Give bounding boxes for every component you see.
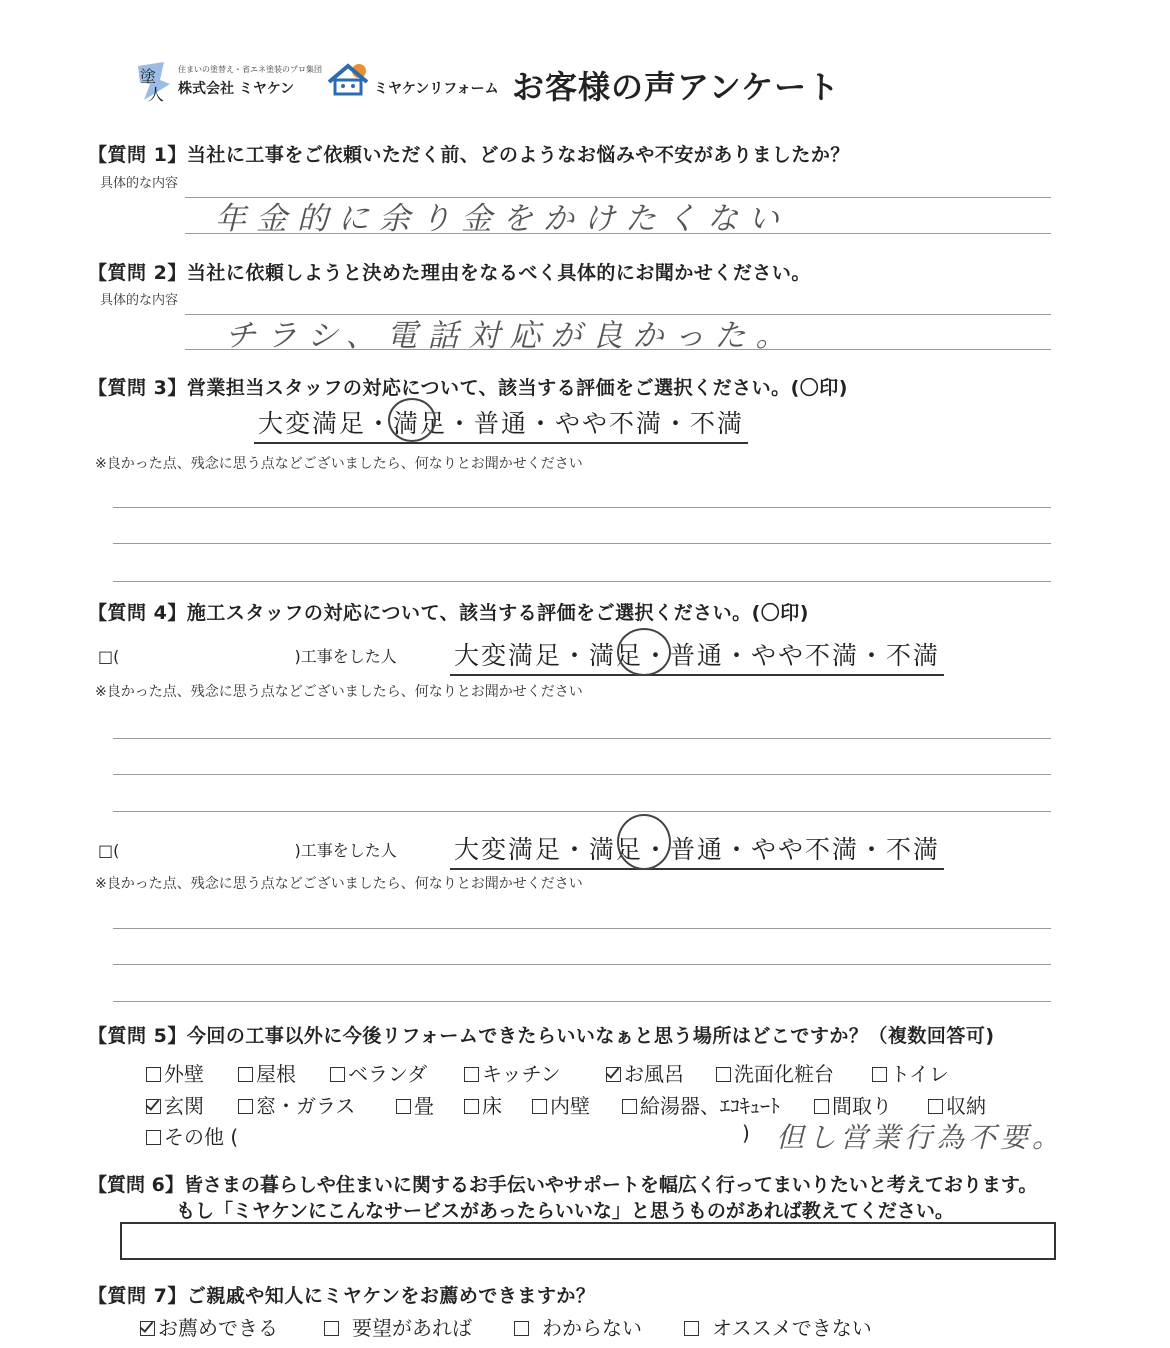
brand-name: ミヤケンリフォーム bbox=[374, 81, 499, 97]
q5-opt-vanity[interactable]: 洗面化粧台 bbox=[716, 1058, 834, 1087]
q5-opt-tatami[interactable]: 畳 bbox=[396, 1090, 434, 1119]
q7-options bbox=[140, 1312, 920, 1342]
q4-rule-1b bbox=[113, 774, 1051, 775]
company-name: 株式会社 ミヤケン bbox=[178, 81, 295, 97]
q1-rule-2 bbox=[185, 233, 1051, 234]
q4-rule-2c bbox=[113, 1001, 1051, 1002]
q1-answer[interactable]: 年金的に余り金をかけたくない bbox=[215, 201, 789, 237]
q4-rating-scale-1[interactable]: 大変満足・満足・普通・やや不満・不満 bbox=[450, 636, 944, 676]
q5-checkbox-other[interactable] bbox=[146, 1130, 161, 1145]
q4-selected-circle-2 bbox=[617, 814, 671, 870]
q3-rule-3 bbox=[113, 581, 1051, 582]
q5-row2 bbox=[146, 1090, 1026, 1118]
q6-label-line2: もし「ミヤケンにこんなサービスがあったらいいな」と思うものがあれば教えてください。 bbox=[176, 1200, 954, 1222]
logo1-text-a: 塗 bbox=[140, 67, 157, 86]
q4-rule-1a bbox=[113, 738, 1051, 739]
q5-opt-storage[interactable]: 収納 bbox=[928, 1090, 986, 1119]
q5-opt-entrance[interactable]: 玄関 bbox=[146, 1090, 204, 1119]
q5-checkbox-14[interactable] bbox=[928, 1099, 943, 1114]
tagline: 住まいの塗替え・省エネ塗装のプロ集団 bbox=[178, 65, 322, 74]
q7-checkbox-3[interactable] bbox=[684, 1321, 699, 1336]
q5-other-close: ) bbox=[742, 1121, 750, 1145]
q2-label: 【質問 2】当社に依頼しようと決めた理由をなるべく具体的にお聞かせください。 bbox=[88, 262, 811, 284]
q4-worker-2-suffix: )工事をした人 bbox=[294, 841, 397, 860]
q6-answer-box[interactable] bbox=[120, 1222, 1056, 1260]
q4-selected-circle-1 bbox=[617, 628, 671, 676]
q4-worker-2[interactable] bbox=[98, 838, 397, 861]
q3-rule-1 bbox=[113, 507, 1051, 508]
q4-rating-scale-2[interactable]: 大変満足・満足・普通・やや不満・不満 bbox=[450, 830, 944, 870]
q5-opt-exterior-wall[interactable]: 外壁 bbox=[146, 1058, 204, 1087]
q5-opt-roof[interactable]: 屋根 bbox=[238, 1058, 296, 1087]
q1-label: 【質問 1】当社に工事をご依頼いただく前、どのようなお悩みや不安がありましたか？ bbox=[88, 144, 850, 166]
q5-checkbox-0[interactable] bbox=[146, 1067, 161, 1082]
q5-checkbox-3[interactable] bbox=[464, 1067, 479, 1082]
q3-selected-circle bbox=[388, 398, 436, 442]
q4-note-2: ※良かった点、残念に思う点などございましたら、何なりとお聞かせください bbox=[95, 876, 583, 892]
q5-other-answer[interactable]: 但し営業行為不要。 bbox=[776, 1121, 1065, 1154]
q5-checkbox-8[interactable] bbox=[238, 1099, 253, 1114]
q5-row1 bbox=[146, 1058, 1026, 1086]
q4-worker-2-prefix: □( bbox=[98, 841, 120, 860]
q5-checkbox-2[interactable] bbox=[330, 1067, 345, 1082]
q2-rule-2 bbox=[185, 349, 1051, 350]
q5-other-label: その他 ( bbox=[164, 1125, 239, 1149]
q5-checkbox-6[interactable] bbox=[872, 1067, 887, 1082]
q1-detail-label: 具体的な内容 bbox=[100, 176, 179, 191]
q5-checkbox-9[interactable] bbox=[396, 1099, 411, 1114]
q5-opt-window-glass[interactable]: 窓・ガラス bbox=[238, 1090, 355, 1119]
q3-label: 【質問 3】営業担当スタッフの対応について、該当する評価をご選択ください。(〇印) bbox=[88, 377, 848, 399]
q5-opt-floor-plan[interactable]: 間取り bbox=[814, 1090, 892, 1119]
q5-other[interactable] bbox=[146, 1121, 238, 1150]
q7-checkbox-1[interactable] bbox=[324, 1321, 339, 1336]
q5-opt-kitchen[interactable]: キッチン bbox=[464, 1058, 561, 1087]
q3-note: ※良かった点、残念に思う点などございましたら、何なりとお聞かせください bbox=[95, 456, 583, 472]
q4-note-1: ※良かった点、残念に思う点などございましたら、何なりとお聞かせください bbox=[95, 684, 583, 700]
q4-worker-1-suffix: )工事をした人 bbox=[294, 647, 397, 666]
q1-rule-1 bbox=[185, 197, 1051, 198]
q5-checkbox-11[interactable] bbox=[532, 1099, 547, 1114]
q4-worker-1-prefix: □( bbox=[98, 647, 120, 666]
house-logo-icon bbox=[326, 62, 370, 96]
q7-checkbox-0[interactable] bbox=[140, 1321, 155, 1336]
q3-rating-scale[interactable]: 大変満足・満足・普通・やや不満・不満 bbox=[254, 404, 748, 444]
q5-opt-interior-wall[interactable]: 内壁 bbox=[532, 1090, 590, 1119]
q5-checkbox-10[interactable] bbox=[464, 1099, 479, 1114]
q2-rule-1 bbox=[185, 314, 1051, 315]
q5-label: 【質問 5】今回の工事以外に今後リフォームできたらいいなぁと思う場所はどこですか？（複数回答可) bbox=[88, 1025, 995, 1047]
q4-rule-1c bbox=[113, 811, 1051, 812]
q4-rule-2a bbox=[113, 928, 1051, 929]
q5-checkbox-4[interactable] bbox=[606, 1067, 621, 1082]
q4-worker-1[interactable] bbox=[98, 644, 397, 667]
q6-label-line1: 【質問 6】皆さまの暮らしや住まいに関するお手伝いやサポートを幅広く行ってまいりたいと考えております。 bbox=[88, 1174, 1038, 1196]
q5-checkbox-13[interactable] bbox=[814, 1099, 829, 1114]
q3-rule-2 bbox=[113, 543, 1051, 544]
q5-opt-water-heater[interactable]: 給湯器、ｴｺｷｭｰﾄ bbox=[622, 1090, 780, 1119]
q7-opt-if-requested[interactable]: 要望があれば bbox=[324, 1312, 472, 1341]
q2-detail-label: 具体的な内容 bbox=[100, 293, 179, 308]
q7-label: 【質問 7】ご親戚や知人にミヤケンをお薦めできますか？ bbox=[88, 1285, 596, 1307]
q5-opt-floor[interactable]: 床 bbox=[464, 1090, 502, 1119]
q7-opt-recommend[interactable]: お薦めできる bbox=[140, 1312, 278, 1341]
q7-opt-dont-know[interactable]: わからない bbox=[514, 1312, 642, 1341]
q5-checkbox-7[interactable] bbox=[146, 1099, 161, 1114]
page-title: お客様の声アンケート bbox=[512, 68, 841, 106]
q5-checkbox-12[interactable] bbox=[622, 1099, 637, 1114]
q7-checkbox-2[interactable] bbox=[514, 1321, 529, 1336]
q5-opt-bath[interactable]: お風呂 bbox=[606, 1058, 684, 1087]
q4-rule-2b bbox=[113, 964, 1051, 965]
q4-label: 【質問 4】施工スタッフの対応について、該当する評価をご選択ください。(〇印) bbox=[88, 602, 809, 624]
q5-opt-toilet[interactable]: トイレ bbox=[872, 1058, 949, 1087]
q5-checkbox-1[interactable] bbox=[238, 1067, 253, 1082]
q5-checkbox-5[interactable] bbox=[716, 1067, 731, 1082]
q2-answer[interactable]: チラシ、電話対応が良かった。 bbox=[225, 318, 797, 354]
header bbox=[130, 58, 870, 108]
q7-opt-cannot-recommend[interactable]: オススメできない bbox=[684, 1312, 872, 1341]
q5-opt-veranda[interactable]: ベランダ bbox=[330, 1058, 427, 1087]
tonin-logo-icon bbox=[134, 60, 174, 104]
svg-text:人: 人 bbox=[148, 85, 165, 104]
